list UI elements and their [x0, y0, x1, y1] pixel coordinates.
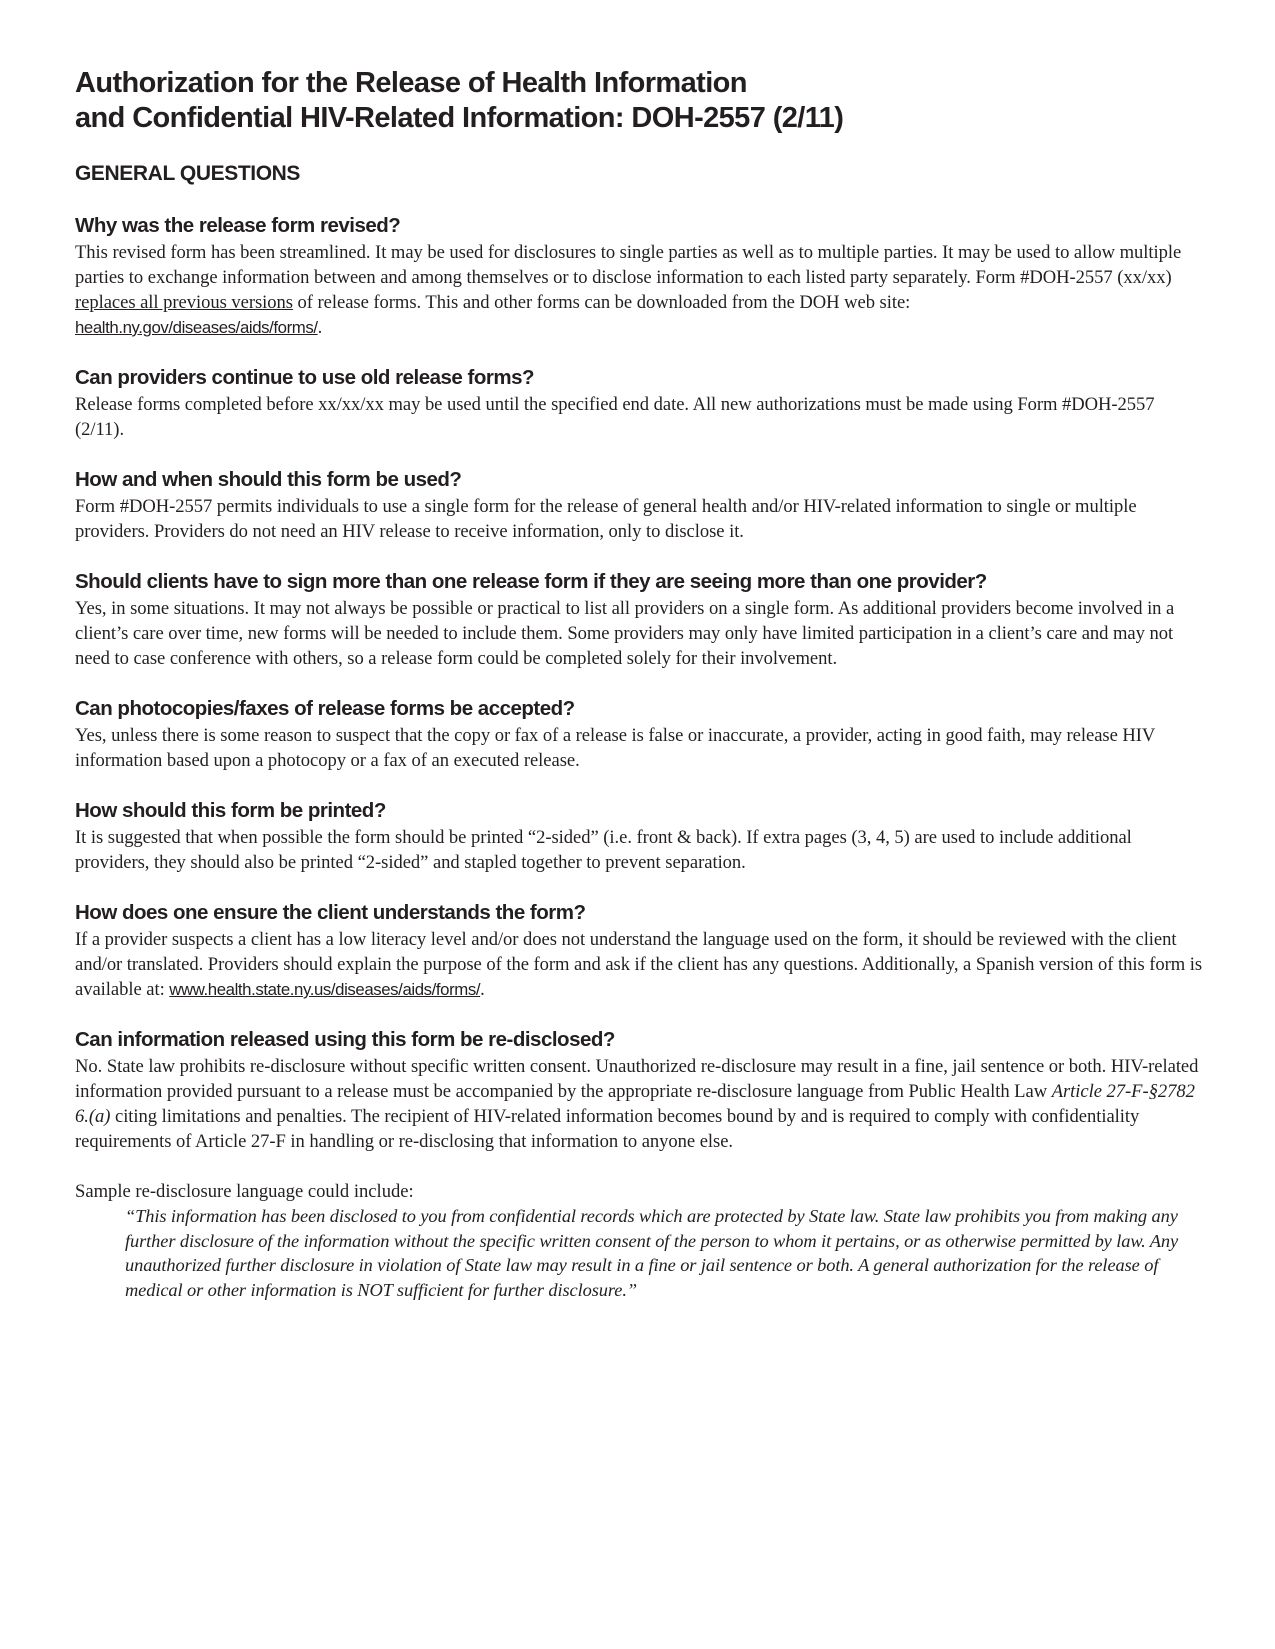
question-heading: Should clients have to sign more than one release form if they are seeing more than one provider?	[75, 570, 987, 593]
page-title	[75, 66, 1205, 136]
title-line-1: Authorization for the Release of Health Information	[75, 67, 747, 99]
sample-quote: “This information has been disclosed to you from confidential records which are protected by State law. State law prohibits you from making any further disclosure of the information without the specific written consent of the person to whom it pertains, or as otherwise permitted by law. Any unauthorized further disclosure in violation of State law may result in a fine or jail sentence or both. A general authorization for the release of medical or other information is NOT sufficient for further disclosure.”	[125, 1206, 1179, 1300]
answer-text	[75, 240, 1205, 340]
answer-text-part: of release forms. This and other forms can be downloaded from the DOH web site:	[292, 292, 911, 313]
faq-item-revised	[75, 213, 1205, 340]
answer-text: Yes, in some situations. It may not always be possible or practical to list all providers on a single form. As additional providers become involved in a client’s care over time, new forms will be needed to include them. Some providers may only have limited participation in a client’s care and may not need to case conference with others, so a release form could be completed solely for their involvement.	[75, 598, 1175, 669]
faq-item-printing	[75, 798, 1205, 875]
question-heading: How should this form be printed?	[75, 799, 386, 822]
answer-text: Release forms completed before xx/xx/xx may be used until the specified end date. All new authorizations must be made using Form #DOH-2557 (2/11).	[75, 394, 1155, 440]
answer-text-part: This revised form has been streamlined. It may be used for disclosures to single parties as well as to multiple parties. It may be used to allow multiple parties to exchange information between and among themselves or to disclose information to each listed party separately. Form #DOH-2557 (xx/xx)	[75, 242, 1182, 288]
answer-text-end: .	[480, 979, 485, 1000]
answer-text-end: .	[317, 317, 323, 338]
section-heading: GENERAL QUESTIONS	[75, 162, 301, 185]
answer-text: It is suggested that when possible the form should be printed “2-sided” (i.e. front & back). If extra pages (3, 4, 5) are used to include additional providers, they should also be printed “2-sided” and stapled together to prevent separation.	[75, 827, 1132, 873]
law-citation: Article 27-F-§2782 6.(a)	[75, 1081, 1195, 1127]
answer-text-part: No. State law prohibits re-disclosure without specific written consent. Unauthorized re-disclosure may result in a fine, jail sentence or both. HIV-related information provided pursuant to a release must be accompanied by the appropriate re-disclosure language from Public Health Law	[75, 1056, 1199, 1102]
document-page	[75, 66, 1205, 1302]
sample-language-block	[75, 1179, 1205, 1302]
faq-item-photocopies	[75, 696, 1205, 773]
faq-item-old-forms	[75, 365, 1205, 442]
doh-forms-link[interactable]: health.ny.gov/diseases/aids/forms/	[75, 318, 318, 337]
question-heading: Can photocopies/faxes of release forms be accepted?	[75, 697, 575, 720]
question-heading: Can providers continue to use old release forms?	[75, 366, 535, 389]
faq-item-multiple-providers	[75, 569, 1205, 671]
faq-item-redisclosure	[75, 1027, 1205, 1154]
question-heading: Why was the release form revised?	[75, 214, 401, 237]
answer-text-part: citing limitations and penalties. The recipient of HIV-related information becomes bound by and is required to comply with confidentiality requirements of Article 27-F in handling or re-disclosing that information to anyone else.	[75, 1106, 1140, 1152]
answer-text-part: If a provider suspects a client has a low literacy level and/or does not understand the language used on the form, it should be reviewed with the client and/or translated. Providers should explain the purpose of the form and ask if the client has any questions. Additionally, a Spanish version of this form is available at:	[75, 929, 1203, 1000]
question-heading: How does one ensure the client understands the form?	[75, 901, 586, 924]
faq-item-understanding	[75, 900, 1205, 1002]
underlined-text: replaces all previous versions	[75, 292, 293, 313]
answer-text	[75, 1054, 1205, 1154]
answer-text: Yes, unless there is some reason to suspect that the copy or fax of a release is false or inaccurate, a provider, acting in good faith, may release HIV information based upon a photocopy or a fax of an executed release.	[75, 725, 1155, 771]
sample-intro: Sample re-disclosure language could include:	[75, 1181, 414, 1202]
spanish-form-link[interactable]: www.health.state.ny.us/diseases/aids/forms/	[169, 980, 481, 999]
question-heading: Can information released using this form be re-disclosed?	[75, 1028, 615, 1051]
title-line-2: and Confidential HIV-Related Information: DOH-2557 (2/11)	[75, 102, 844, 134]
faq-item-usage	[75, 467, 1205, 544]
answer-text: Form #DOH-2557 permits individuals to use a single form for the release of general health and/or HIV-related information to single or multiple providers. Providers do not need an HIV release to receive information, only to disclose it.	[75, 496, 1137, 542]
answer-text	[75, 927, 1205, 1002]
question-heading: How and when should this form be used?	[75, 468, 462, 491]
